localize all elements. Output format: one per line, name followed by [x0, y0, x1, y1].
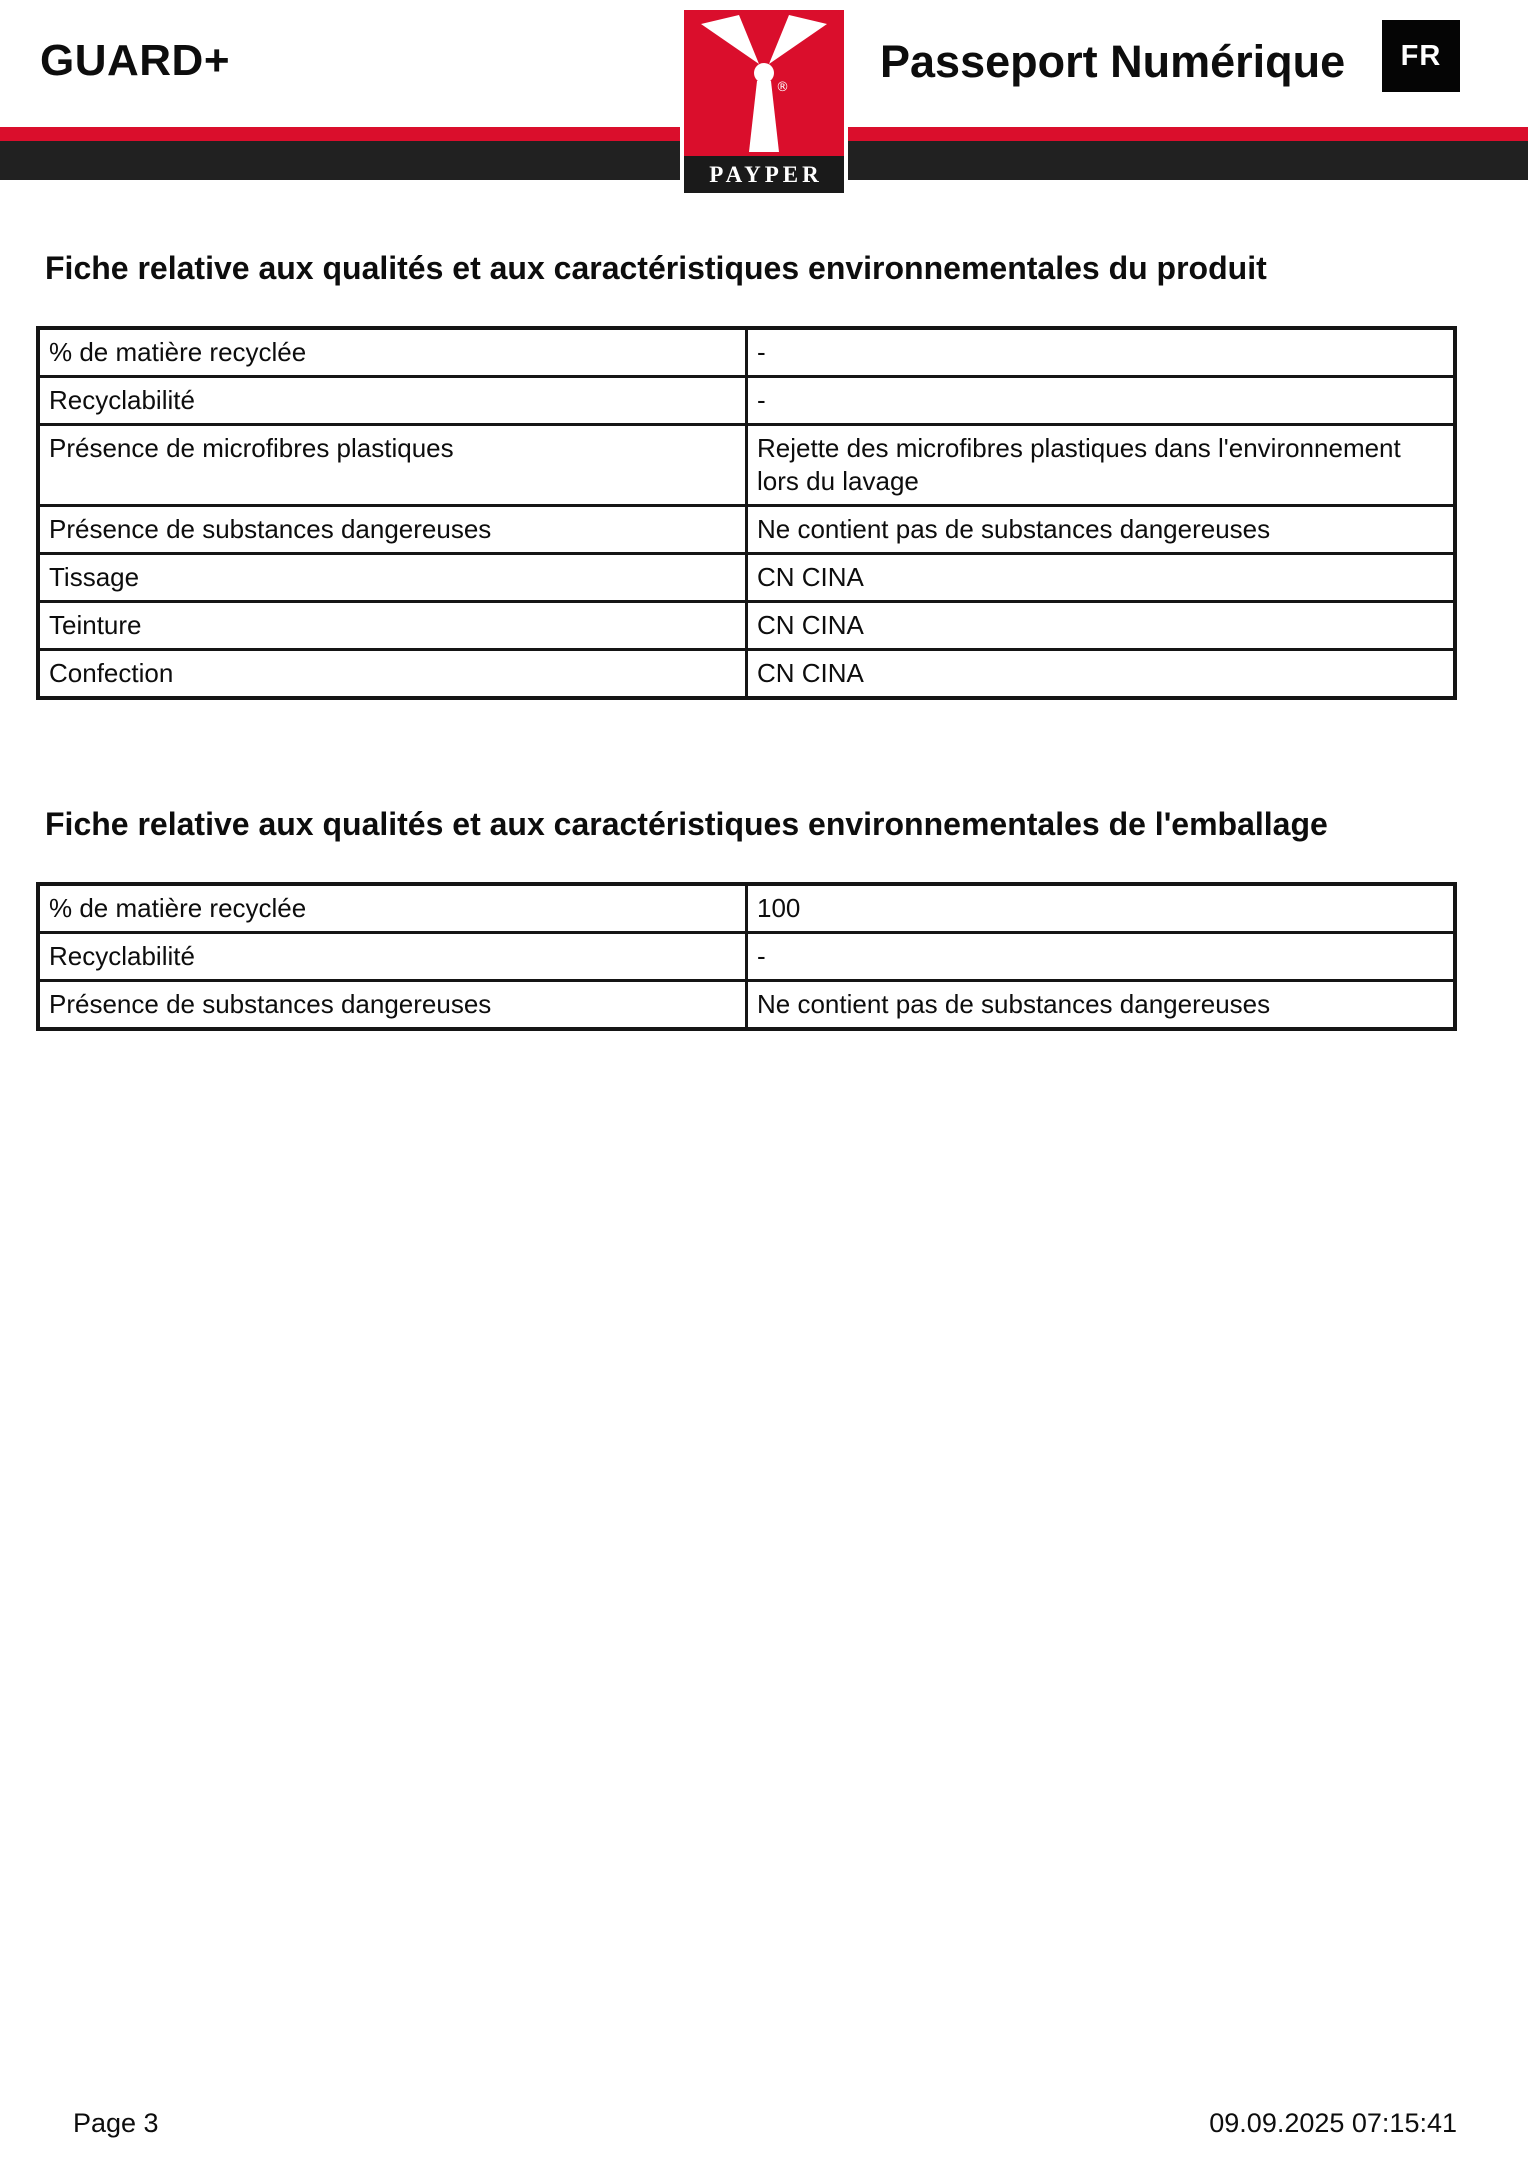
row-label: Confection	[38, 650, 747, 699]
table-row	[38, 981, 1455, 1030]
table-row	[38, 884, 1455, 933]
row-label: Présence de microfibres plastiques	[38, 425, 747, 506]
page-number: Page 3	[73, 2108, 159, 2138]
row-value: CN CINA	[747, 554, 1456, 602]
row-label: Recyclabilité	[38, 377, 747, 425]
row-label: Présence de substances dangereuses	[38, 981, 747, 1030]
packaging-spec-table	[36, 882, 1457, 1031]
table-row	[38, 650, 1455, 699]
row-value: CN CINA	[747, 650, 1456, 699]
section-title-packaging: Fiche relative aux qualités et aux caractéristiques environnementales de l'emballage	[45, 806, 1328, 842]
row-label: Tissage	[38, 554, 747, 602]
row-value: 100	[747, 884, 1456, 933]
table-row	[38, 425, 1455, 506]
row-value: Rejette des microfibres plastiques dans l'environnement lors du lavage	[747, 425, 1456, 506]
row-label: % de matière recyclée	[38, 884, 747, 933]
payper-logo-text: PAYPER	[684, 156, 844, 193]
product-name: GUARD+	[40, 36, 231, 85]
row-value: -	[747, 377, 1456, 425]
row-label: % de matière recyclée	[38, 328, 747, 377]
table-row	[38, 933, 1455, 981]
row-value: Ne contient pas de substances dangereuses	[747, 981, 1456, 1030]
row-value: CN CINA	[747, 602, 1456, 650]
row-value: -	[747, 328, 1456, 377]
bow-tie-icon	[684, 10, 844, 156]
page-title: Passeport Numérique	[880, 36, 1346, 87]
table-row	[38, 377, 1455, 425]
payper-logo-mark	[684, 10, 844, 156]
row-value: Ne contient pas de substances dangereuses	[747, 506, 1456, 554]
row-label: Présence de substances dangereuses	[38, 506, 747, 554]
row-label: Recyclabilité	[38, 933, 747, 981]
section-title-product: Fiche relative aux qualités et aux caractéristiques environnementales du produit	[45, 250, 1267, 286]
product-spec-table	[36, 326, 1457, 700]
table-row	[38, 602, 1455, 650]
table-row	[38, 328, 1455, 377]
timestamp: 09.09.2025 07:15:41	[1209, 2108, 1457, 2138]
payper-logo	[680, 10, 848, 197]
row-value: -	[747, 933, 1456, 981]
svg-text:®: ®	[776, 80, 789, 95]
language-badge: FR	[1382, 20, 1460, 92]
table-row	[38, 506, 1455, 554]
table-row	[38, 554, 1455, 602]
row-label: Teinture	[38, 602, 747, 650]
